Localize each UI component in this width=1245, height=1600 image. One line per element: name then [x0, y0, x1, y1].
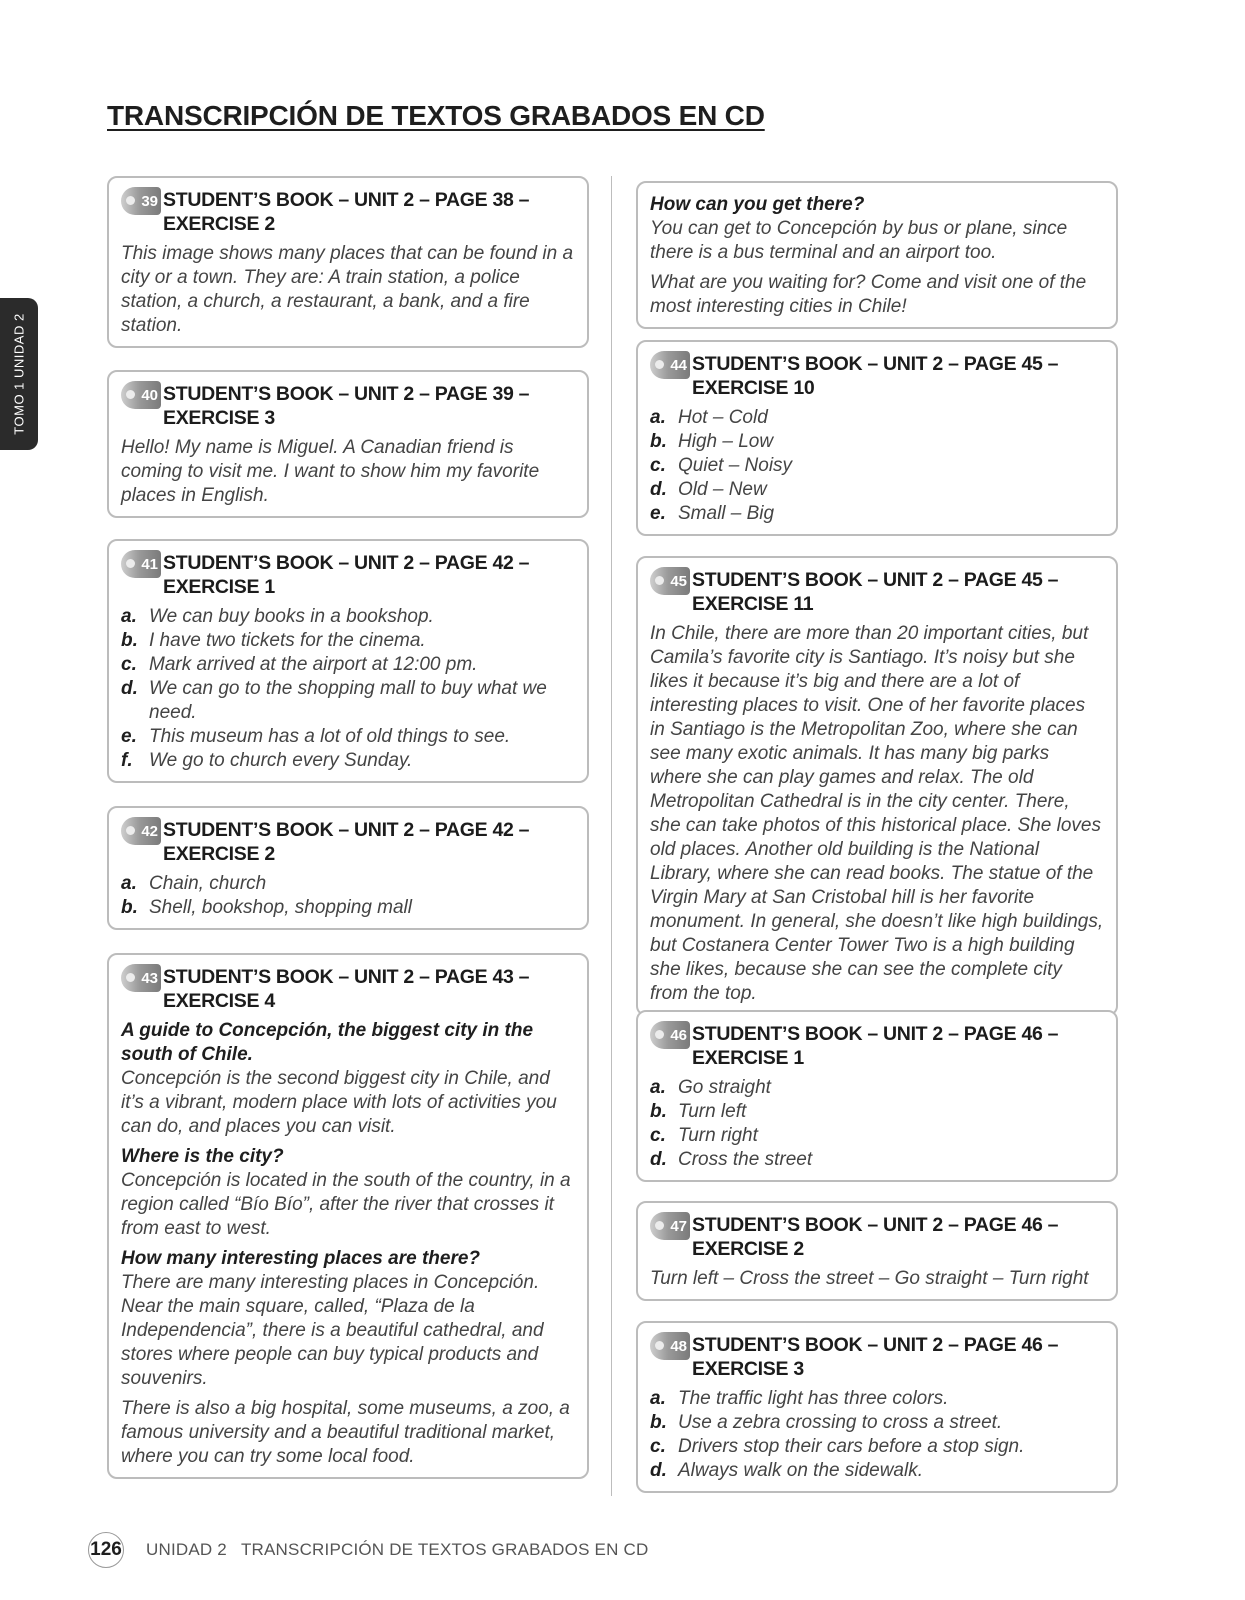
track-number: 41: [141, 555, 158, 573]
list-item: d. We can go to the shopping mall to buy what we need.: [121, 678, 547, 723]
column-divider: [611, 176, 612, 1496]
list-item: b. I have two tickets for the cinema.: [121, 630, 426, 651]
list-item: b. High – Low: [650, 431, 774, 452]
track-44-box: [636, 340, 1118, 536]
list-item: a. Hot – Cold: [650, 407, 768, 428]
section-heading: How can you get there?: [650, 194, 865, 215]
list-item: d. Old – New: [650, 479, 767, 500]
track-title: STUDENT’S BOOK – UNIT 2 – PAGE 45 – EXERCISE 10: [692, 353, 1059, 399]
track-title: STUDENT’S BOOK – UNIT 2 – PAGE 42 – EXERCISE 1: [163, 552, 530, 598]
list-item: c. Turn right: [650, 1125, 758, 1146]
cd-track-icon: [650, 1021, 690, 1049]
track-title: STUDENT’S BOOK – UNIT 2 – PAGE 43 – EXERCISE 4: [163, 966, 530, 1012]
list-item: b. Turn left: [650, 1101, 747, 1122]
track-number: 43: [141, 969, 158, 987]
transcript-text: You can get to Concepción by bus or plane, since there is a bus terminal and an airport too.: [650, 218, 1068, 263]
transcript-text: Concepción is located in the south of the country, in a region called “Bío Bío”, after the river that crosses it from east to west.: [121, 1170, 571, 1239]
track-43-continued-box: [636, 181, 1118, 329]
track-number: 39: [141, 192, 158, 210]
section-heading: Where is the city?: [121, 1146, 284, 1167]
list-item: c. Mark arrived at the airport at 12:00 pm.: [121, 654, 478, 675]
list-item: f. We go to church every Sunday.: [121, 750, 413, 771]
track-number: 46: [670, 1026, 687, 1044]
cd-track-icon: [650, 567, 690, 595]
list-item: d. Always walk on the sidewalk.: [650, 1460, 923, 1481]
cd-track-icon: [121, 187, 161, 215]
list-item: e. Small – Big: [650, 503, 775, 524]
page-number: 126: [88, 1532, 124, 1568]
track-41-box: [107, 539, 589, 783]
side-tab: [0, 298, 38, 450]
track-title: STUDENT’S BOOK – UNIT 2 – PAGE 38 – EXERCISE 2: [163, 189, 530, 235]
list-item: a. Chain, church: [121, 873, 267, 894]
list-item: a. We can buy books in a bookshop.: [121, 606, 434, 627]
list-item: a. The traffic light has three colors.: [650, 1388, 949, 1409]
track-number: 47: [670, 1217, 687, 1235]
track-40-box: [107, 370, 589, 518]
running-footer: [146, 1540, 648, 1560]
track-title: STUDENT’S BOOK – UNIT 2 – PAGE 46 – EXERCISE 1: [692, 1023, 1059, 1069]
transcript-text: What are you waiting for? Come and visit one of the most interesting cities in Chile!: [650, 272, 1087, 317]
track-39-box: [107, 176, 589, 348]
cd-track-icon: [121, 550, 161, 578]
track-48-box: [636, 1321, 1118, 1493]
track-title: STUDENT’S BOOK – UNIT 2 – PAGE 45 – EXERCISE 11: [692, 569, 1059, 615]
answer-list: [121, 605, 575, 773]
transcript-text: In Chile, there are more than 20 important cities, but Camila’s favorite city is Santiago. It’s noisy but she likes it because it’s big and there are a lot of interesting places to visit. One of her favorite places in Santiago is the Metropolitan Zoo, where she can see many exotic animals. It has many big parks where she can play games and relax. The old Metropolitan Cathedral is in the city center. There, she can take photos of this historical place. She loves old places. Another old building is the National Library, where she can read books. The statue of the Virgin Mary at San Cristobal hill is her favorite monument. In general, she doesn’t like high buildings, but Costanera Center Tower Two is a high building she likes, because she can see the complete city from the top.: [650, 623, 1104, 1004]
track-number: 42: [141, 822, 158, 840]
track-number: 48: [670, 1337, 687, 1355]
cd-track-icon: [650, 351, 690, 379]
answer-list: [650, 1076, 1104, 1172]
track-46-box: [636, 1010, 1118, 1182]
answer-list: [121, 872, 575, 920]
footer-unit: UNIDAD 2: [146, 1540, 227, 1559]
track-42-box: [107, 806, 589, 930]
cd-track-icon: [121, 381, 161, 409]
section-heading: How many interesting places are there?: [121, 1248, 481, 1269]
track-45-box: [636, 556, 1118, 1016]
track-43-box: [107, 953, 589, 1479]
cd-track-icon: [650, 1332, 690, 1360]
transcript-text: There is also a big hospital, some museums, a zoo, a famous university and a beautiful traditional market, where you can try some local food.: [121, 1398, 570, 1467]
cd-track-icon: [650, 1212, 690, 1240]
list-item: b. Use a zebra crossing to cross a street.: [650, 1412, 1003, 1433]
cd-track-icon: [121, 817, 161, 845]
section-heading: A guide to Concepción, the biggest city in the south of Chile.: [121, 1020, 534, 1065]
transcript-text: Concepción is the second biggest city in Chile, and it’s a vibrant, modern place with lots of activities you can do, and places you can visit.: [121, 1068, 557, 1137]
track-title: STUDENT’S BOOK – UNIT 2 – PAGE 46 – EXERCISE 3: [692, 1334, 1059, 1380]
list-item: c. Quiet – Noisy: [650, 455, 793, 476]
list-item: c. Drivers stop their cars before a stop sign.: [650, 1436, 1025, 1457]
track-title: STUDENT’S BOOK – UNIT 2 – PAGE 46 – EXERCISE 2: [692, 1214, 1059, 1260]
track-title: STUDENT’S BOOK – UNIT 2 – PAGE 39 – EXERCISE 3: [163, 383, 530, 429]
track-47-box: [636, 1201, 1118, 1301]
page-title: TRANSCRIPCIÓN DE TEXTOS GRABADOS EN CD: [107, 100, 765, 131]
track-number: 44: [670, 356, 687, 374]
answer-list: [650, 406, 1104, 526]
list-item: e. This museum has a lot of old things to see.: [121, 726, 511, 747]
track-title: STUDENT’S BOOK – UNIT 2 – PAGE 42 – EXERCISE 2: [163, 819, 530, 865]
transcript-text: Turn left – Cross the street – Go straight – Turn right: [650, 1268, 1089, 1289]
list-item: a. Go straight: [650, 1077, 771, 1098]
answer-list: [650, 1387, 1104, 1483]
list-item: b. Shell, bookshop, shopping mall: [121, 897, 413, 918]
track-number: 45: [670, 572, 687, 590]
transcript-text: This image shows many places that can be found in a city or a town. They are: A train station, a police station, a church, a restaurant, a bank, and a fire station.: [121, 243, 574, 336]
footer-section: TRANSCRIPCIÓN DE TEXTOS GRABADOS EN CD: [240, 1540, 649, 1559]
side-tab-label: TOMO 1 UNIDAD 2: [11, 313, 27, 435]
track-number: 40: [141, 386, 158, 404]
transcript-text: Hello! My name is Miguel. A Canadian friend is coming to visit me. I want to show him my favorite places in English.: [121, 437, 540, 506]
cd-track-icon: [121, 964, 161, 992]
list-item: d. Cross the street: [650, 1149, 813, 1170]
transcript-text: There are many interesting places in Concepción. Near the main square, called, “Plaza de la Independencia”, there is a beautiful cathedral, and stores where people can buy typical products and souvenirs.: [121, 1272, 544, 1389]
